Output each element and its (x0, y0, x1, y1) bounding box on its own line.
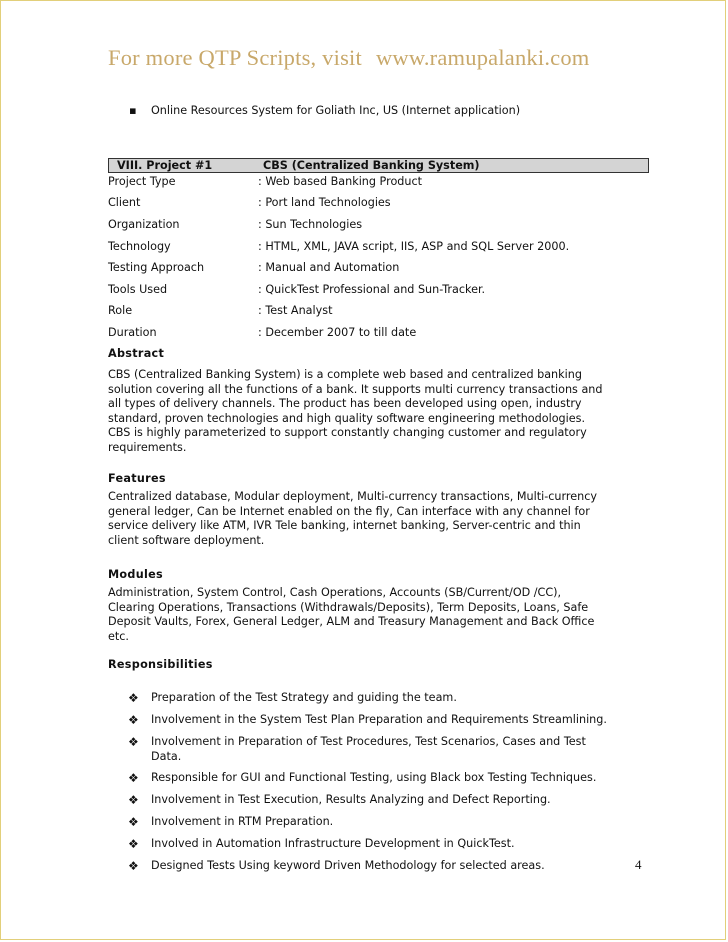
diamond-bullet-icon: ❖ (128, 837, 139, 851)
abstract-line: requirements. (108, 440, 187, 454)
site-banner (108, 45, 589, 71)
detail-value: : HTML, XML, JAVA script, IIS, ASP and SQL Server 2000. (258, 240, 570, 253)
responsibility-text (151, 815, 333, 830)
detail-row-client (108, 196, 648, 212)
modules-line: etc. (108, 629, 129, 643)
abstract-paragraph (108, 368, 648, 456)
detail-row-duration (108, 326, 648, 342)
detail-value: : Sun Technologies (258, 218, 363, 231)
responsibility-text (151, 859, 545, 874)
detail-label: Role (108, 304, 133, 317)
detail-row-organization (108, 218, 648, 234)
responsibility-line: Designed Tests Using keyword Driven Methodology for selected areas. (151, 859, 545, 872)
detail-value: : Manual and Automation (258, 261, 400, 274)
project-number: VIII. Project #1 (117, 159, 213, 172)
features-line: service delivery like ATM, IVR Tele banking, internet banking, Server-centric and thin (108, 519, 581, 533)
abstract-line: CBS is highly parameterized to support constantly changing customer and regulatory (108, 426, 587, 440)
diamond-bullet-icon: ❖ (128, 771, 139, 785)
responsibility-line: Involvement in Test Execution, Results Analyzing and Defect Reporting. (151, 793, 551, 806)
features-line: client software deployment. (108, 533, 265, 547)
modules-paragraph (108, 586, 648, 644)
responsibility-line: Involvement in the System Test Plan Preparation and Requirements Streamlining. (151, 713, 607, 726)
detail-row-project-type (108, 175, 648, 191)
abstract-line: solution covering all the functions of a bank. It supports multi currency transactions and (108, 382, 603, 396)
responsibility-text (151, 837, 515, 852)
detail-label: Duration (108, 326, 157, 339)
responsibility-text (151, 735, 586, 764)
detail-label: Client (108, 196, 141, 209)
features-paragraph (108, 490, 648, 548)
responsibility-line: Involved in Automation Infrastructure Development in QuickTest. (151, 837, 515, 850)
detail-row-technology (108, 240, 648, 256)
responsibility-text (151, 793, 551, 808)
banner-text: For more QTP Scripts, visit (108, 45, 362, 70)
detail-label: Testing Approach (108, 261, 205, 274)
responsibility-text (151, 713, 607, 728)
features-heading: Features (108, 472, 166, 485)
detail-label: Organization (108, 218, 180, 231)
modules-line: Clearing Operations, Transactions (Withdrawals/Deposits), Term Deposits, Loans, Safe (108, 600, 589, 614)
detail-label: Project Type (108, 175, 176, 188)
previous-project-text: Online Resources System for Goliath Inc, US (Internet application) (151, 104, 521, 117)
project-name: CBS (Centralized Banking System) (263, 159, 480, 172)
detail-label: Technology (108, 240, 171, 253)
detail-value: : Port land Technologies (258, 196, 391, 209)
detail-row-tools-used (108, 283, 648, 299)
responsibility-line: Involvement in Preparation of Test Procedures, Test Scenarios, Cases and Test (151, 735, 586, 748)
detail-value: : Web based Banking Product (258, 175, 423, 188)
responsibility-text (151, 771, 596, 786)
modules-line: Deposit Vaults, Forex, General Ledger, ALM and Treasury Management and Back Office (108, 615, 595, 629)
project-header-bar (108, 158, 649, 173)
features-line: Centralized database, Modular deployment, Multi-currency transactions, Multi-currency (108, 490, 598, 503)
responsibility-line: Data. (151, 749, 182, 763)
abstract-line: standard, proven technologies and high quality software engineering methodologies. (108, 411, 586, 425)
detail-row-testing-approach (108, 261, 648, 277)
responsibility-line: Involvement in RTM Preparation. (151, 815, 334, 828)
abstract-line: CBS (Centralized Banking System) is a complete web based and centralized banking (108, 368, 582, 381)
square-bullet-icon: ▪ (129, 104, 137, 117)
responsibility-line: Preparation of the Test Strategy and guiding the team. (151, 691, 457, 704)
detail-value: : QuickTest Professional and Sun-Tracker. (258, 283, 486, 296)
responsibilities-heading: Responsibilities (108, 658, 213, 671)
diamond-bullet-icon: ❖ (128, 691, 139, 705)
responsibility-text (151, 691, 457, 706)
modules-heading: Modules (108, 568, 163, 581)
diamond-bullet-icon: ❖ (128, 815, 139, 829)
diamond-bullet-icon: ❖ (128, 793, 139, 807)
abstract-heading: Abstract (108, 347, 165, 360)
diamond-bullet-icon: ❖ (128, 859, 139, 873)
detail-value: : December 2007 to till date (258, 326, 417, 339)
responsibility-line: Responsible for GUI and Functional Testing, using Black box Testing Techniques. (151, 771, 597, 784)
diamond-bullet-icon: ❖ (128, 713, 139, 727)
modules-line: Administration, System Control, Cash Operations, Accounts (SB/Current/OD /CC), (108, 586, 562, 599)
abstract-line: all types of delivery channels. The product has been developed using open, industry (108, 397, 582, 411)
banner-url[interactable]: www.ramupalanki.com (375, 45, 590, 70)
features-line: general ledger, Can be Internet enabled on the fly, Can interface with any channel for (108, 504, 590, 518)
detail-row-role (108, 304, 648, 320)
detail-value: : Test Analyst (258, 304, 333, 317)
detail-label: Tools Used (108, 283, 168, 296)
page-number: 4 (635, 857, 642, 872)
diamond-bullet-icon: ❖ (128, 735, 139, 749)
